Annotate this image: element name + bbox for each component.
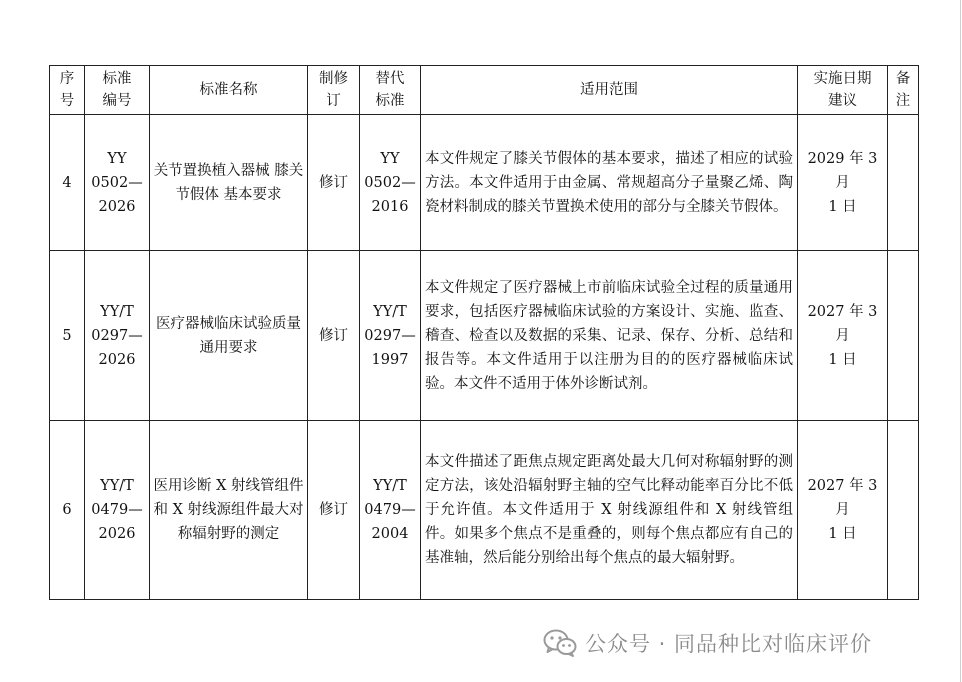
header-code: 标准 编号 (85, 66, 150, 115)
cell-replace: YY/T 0297— 1997 (360, 251, 421, 421)
cell-note (888, 251, 919, 421)
cell-date: 2027 年 3 月 1 日 (798, 251, 888, 421)
table-header-row (50, 66, 919, 115)
cell-type: 修订 (308, 421, 360, 600)
cell-no: 5 (50, 251, 85, 421)
watermark-text: 公众号 · 同品种比对临床评价 (585, 632, 873, 656)
cell-type: 修订 (308, 251, 360, 421)
header-no: 序 号 (50, 66, 85, 115)
cell-replace: YY 0502— 2016 (360, 115, 421, 251)
header-name: 标准名称 (150, 66, 308, 115)
cell-scope: 本文件规定了医疗器械上市前临床试验全过程的质量通用要求，包括医疗器械临床试验的方案设计、实施、监查、稽查、检查以及数据的采集、记录、保存、分析、总结和报告等。本文件适用于以注册为目的的医疗器械临床试验。本文件不适用于体外诊断试剂。 (421, 251, 798, 421)
cell-type: 修订 (308, 115, 360, 251)
wechat-icon (543, 628, 577, 658)
cell-date: 2029 年 3 月 1 日 (798, 115, 888, 251)
cell-note (888, 421, 919, 600)
cell-no: 6 (50, 421, 85, 600)
cell-scope: 本文件描述了距焦点规定距离处最大几何对称辐射野的测定方法，该处沿辐射野主轴的空气比释动能率百分比不低于允许值。本文件适用于 X 射线源组件和 X 射线管组件。如果多个焦点不是重叠的，则每个焦点都应有自己的基准轴，然后能分别给出每个焦点的最大辐射野。 (421, 421, 798, 600)
header-scope: 适用范围 (421, 66, 798, 115)
table-row (50, 115, 919, 251)
cell-scope: 本文件规定了膝关节假体的基本要求，描述了相应的试验方法。本文件适用于由金属、常规超高分子量聚乙烯、陶瓷材料制成的膝关节置换术使用的部分与全膝关节假体。 (421, 115, 798, 251)
cell-date: 2027 年 3 月 1 日 (798, 421, 888, 600)
header-type: 制修 订 (308, 66, 360, 115)
header-note: 备 注 (888, 66, 919, 115)
table-row (50, 251, 919, 421)
cell-no: 4 (50, 115, 85, 251)
cell-name: 医用诊断 X 射线管组件和 X 射线源组件最大对称辐射野的测定 (150, 421, 308, 600)
header-replace: 替代 标准 (360, 66, 421, 115)
cell-note (888, 115, 919, 251)
cell-code: YY/T 0297— 2026 (85, 251, 150, 421)
cell-code: YY/T 0479— 2026 (85, 421, 150, 600)
table-row (50, 421, 919, 600)
cell-code: YY 0502— 2026 (85, 115, 150, 251)
watermark (543, 626, 872, 660)
cell-name: 医疗器械临床试验质量通用要求 (150, 251, 308, 421)
page-edge-line (960, 0, 961, 682)
cell-replace: YY/T 0479— 2004 (360, 421, 421, 600)
standards-table (49, 65, 919, 600)
header-date: 实施日期 建议 (798, 66, 888, 115)
cell-name: 关节置换植入器械 膝关节假体 基本要求 (150, 115, 308, 251)
